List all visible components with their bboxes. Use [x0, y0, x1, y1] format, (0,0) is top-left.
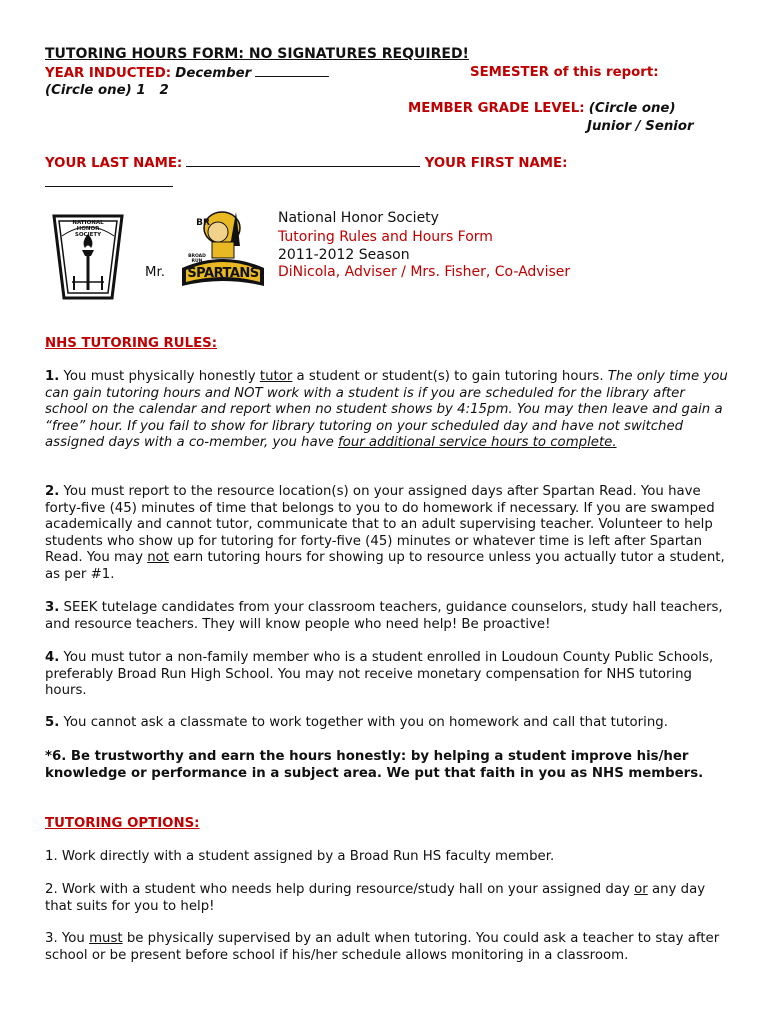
rule-1-number: 1.: [45, 369, 60, 384]
rule-1-tutor: tutor: [259, 369, 293, 384]
last-name-field[interactable]: [186, 154, 420, 167]
rule-1-text-a: You must physically honestly: [63, 369, 260, 384]
rule-4: [45, 650, 730, 700]
option-3-text-b: be physically supervised by an adult when tutoring. You could ask a teacher to stay after school or be present before school if his/her schedule allows monitoring in a classroom.: [45, 931, 720, 963]
grade-level-label: MEMBER GRADE LEVEL:: [408, 101, 585, 116]
option-1: 1. Work directly with a student assigned by a Broad Run HS faculty member.: [45, 849, 555, 864]
year-blank[interactable]: [255, 64, 329, 77]
nhs-keystone-logo: [50, 210, 126, 302]
spartans-logo: [180, 206, 266, 292]
rule-1-text-b: a student or student(s) to gain tutoring hours.: [292, 369, 608, 384]
semester-circle-one[interactable]: (Circle one) 1 2: [45, 83, 169, 98]
grade-circle-one: (Circle one): [588, 101, 676, 116]
option-3-text-a: 3. You: [45, 931, 90, 946]
rule-4-number: 4.: [45, 650, 60, 665]
rule-2-not: not: [147, 550, 169, 566]
form-title: TUTORING HOURS FORM: NO SIGNATURES REQUIRED!: [45, 46, 469, 62]
spartans-sub: BROAD RUN: [188, 254, 206, 264]
name-row: [45, 154, 567, 172]
year-inducted-value: December: [175, 66, 252, 81]
grade-options[interactable]: Junior / Senior: [587, 119, 694, 134]
grade-level-row: [408, 100, 676, 117]
rule-3-number: 3.: [45, 600, 60, 615]
rule-5-text: You cannot ask a classmate to work together with you on homework and call that tutoring.: [63, 715, 668, 730]
rule-2-text-b: earn tutoring hours for showing up to resource unless you actually tutor a student, as per #1.: [45, 550, 725, 582]
year-inducted-label: YEAR INDUCTED:: [45, 66, 172, 81]
rule-2: [45, 484, 730, 584]
rule-3: [45, 600, 730, 633]
first-name-label: YOUR FIRST NAME:: [424, 156, 568, 171]
mr-prefix: Mr.: [145, 265, 165, 280]
options-heading: TUTORING OPTIONS:: [45, 816, 200, 831]
nhs-logo-text: NATIONAL HONOR SOCIETY: [72, 220, 104, 238]
semester-label: SEMESTER of this report:: [470, 65, 659, 80]
rule-1-italic: The only time you can gain tutoring hours and NOT work with a student is if you are scheduled for the library after school on the calendar and report when no student shows by 4:15pm. You may then leave and gain a “free” hour. If you fail to show for library tutoring on your scheduled day and have not switched assigned days with a co-member, you have: [45, 369, 728, 451]
rule-2-number: 2.: [45, 484, 60, 499]
rule-1: [45, 369, 730, 452]
option-3: [45, 931, 730, 964]
spartans-wordmark: SPARTANS: [187, 266, 259, 281]
last-name-label: YOUR LAST NAME:: [45, 156, 183, 171]
rule-5: [45, 715, 730, 732]
advisers-label: DiNicola, Adviser / Mrs. Fisher, Co-Adviser: [278, 264, 571, 280]
rule-3-text: SEEK tutelage candidates from your classroom teachers, guidance counselors, study hall teachers, and resource teachers. They will know people who need help! Be proactive!: [45, 600, 723, 632]
option-2-or: or: [634, 882, 648, 897]
form-subtitle: Tutoring Rules and Hours Form: [278, 229, 493, 245]
option-2-text-a: 2. Work with a student who needs help during resource/study hall on your assigned day: [45, 882, 635, 897]
year-inducted-row: [45, 64, 329, 82]
first-name-field[interactable]: [45, 186, 173, 187]
rule-2-text-a: You must report to the resource location(s) on your assigned days after Spartan Read. You have forty-five (45) minutes of time that belongs to you to do homework if necessary. If you are swamped academically and cannot tutor, communicate that to an adult supervising teacher. Volunteer to help students who show up for tutoring for forty-five (45) minutes or whatever time is left after Spartan Read. You may: [45, 484, 715, 566]
season-label: 2011-2012 Season: [278, 247, 410, 263]
society-name: National Honor Society: [278, 210, 439, 226]
option-2-text-b: any day that suits for you to help!: [45, 882, 706, 914]
option-3-must: must: [89, 931, 123, 946]
option-2: [45, 882, 730, 915]
rule-4-text: You must tutor a non-family member who is a student enrolled in Loudoun County Public Schools, preferably Broad Run High School. You may not receive monetary compensation for NHS tutoring hours.: [45, 650, 714, 699]
rule-6: *6. Be trustworthy and earn the hours honestly: by helping a student improve his/her knowledge or performance in a subject area. We put that faith in you as NHS members.: [45, 749, 704, 781]
rules-heading: NHS TUTORING RULES:: [45, 336, 218, 351]
spartans-initials: BR: [196, 218, 210, 228]
rule-5-number: 5.: [45, 715, 60, 730]
rule-1-underline: four additional service hours to complete.: [338, 435, 617, 451]
